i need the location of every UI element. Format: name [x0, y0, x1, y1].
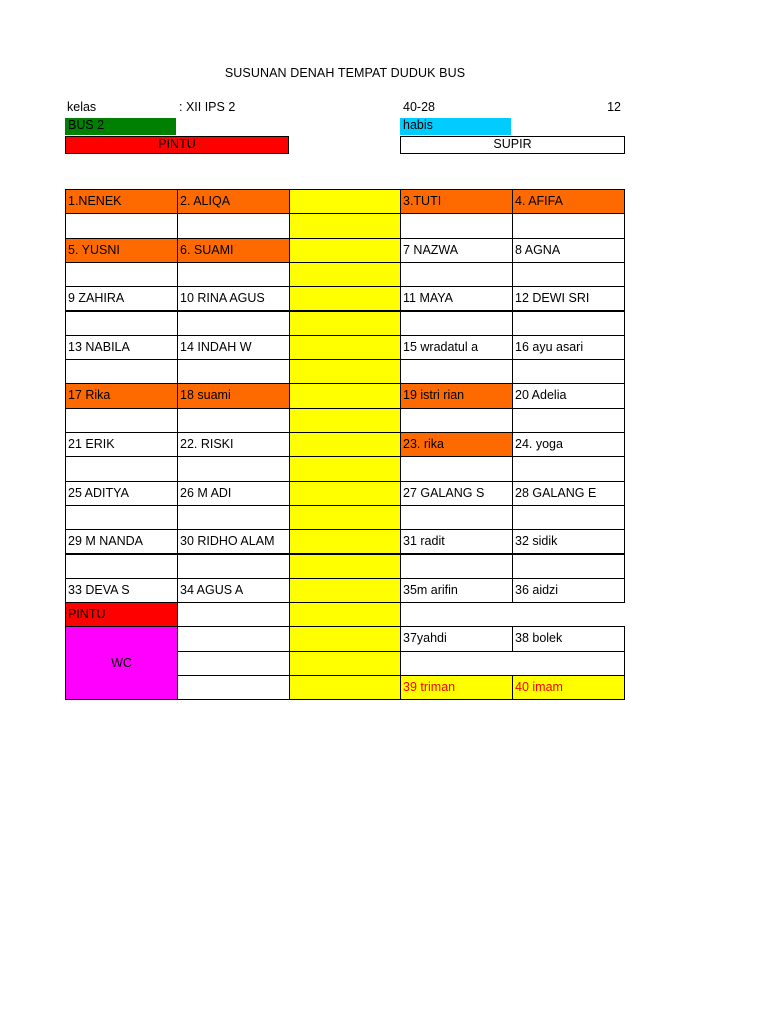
aisle-cell [289, 554, 401, 579]
driver-seat-label: SUPIR [493, 137, 532, 151]
aisle-cell [289, 189, 401, 214]
seat-21: 21 ERIK [65, 432, 178, 457]
kelas-value: : XII IPS 2 [179, 100, 236, 114]
aisle-cell [289, 529, 401, 554]
seat-27: 27 GALANG S [400, 481, 513, 506]
empty-cell [177, 456, 290, 481]
empty-cell [400, 505, 513, 530]
empty-cell [65, 505, 178, 530]
empty-cell [400, 262, 513, 287]
empty-cell [177, 408, 290, 433]
seat-15: 15 wradatul a [400, 335, 513, 360]
aisle-cell [289, 335, 401, 360]
empty-cell [400, 554, 513, 579]
aisle-cell [289, 432, 401, 457]
habis-label-text: habis [403, 118, 433, 132]
empty-cell [177, 626, 290, 651]
right-number: 12 [607, 100, 621, 114]
seat-38: 38 bolek [512, 626, 625, 651]
seat-34: 34 AGUS A [177, 578, 290, 603]
seat-20: 20 Adelia [512, 383, 625, 408]
aisle-cell [289, 408, 401, 433]
empty-cell [177, 505, 290, 530]
seat-3: 3.TUTI [400, 189, 513, 214]
empty-cell [177, 675, 290, 700]
seat-4: 4. AFIFA [512, 189, 625, 214]
wc-room: WC [65, 626, 178, 700]
seat-32: 32 sidik [512, 529, 625, 554]
aisle-cell [289, 505, 401, 530]
empty-cell [512, 311, 625, 336]
empty-cell [512, 408, 625, 433]
empty-cell [512, 262, 625, 287]
empty-cell [512, 456, 625, 481]
seat-6: 6. SUAMI [177, 238, 290, 263]
seat-19: 19 istri rian [400, 383, 513, 408]
front-door-label: PINTU [158, 137, 196, 151]
seat-12: 12 DEWI SRI [512, 286, 625, 311]
seat-22: 22. RISKI [177, 432, 290, 457]
empty-cell [400, 651, 625, 676]
seat-count: 40-28 [403, 100, 435, 114]
empty-cell [177, 602, 290, 627]
aisle-cell [289, 481, 401, 506]
empty-cell [400, 311, 513, 336]
empty-cell [65, 359, 178, 384]
seat-39: 39 triman [400, 675, 513, 700]
seat-8: 8 AGNA [512, 238, 625, 263]
seat-30: 30 RIDHO ALAM [177, 529, 290, 554]
habis-label [400, 118, 511, 135]
empty-cell [512, 554, 625, 579]
seat-29: 29 M NANDA [65, 529, 178, 554]
empty-cell [177, 651, 290, 676]
empty-cell [65, 456, 178, 481]
empty-cell [65, 213, 178, 238]
empty-cell [400, 359, 513, 384]
seat-7: 7 NAZWA [400, 238, 513, 263]
empty-cell [177, 359, 290, 384]
aisle-cell [289, 286, 401, 311]
seat-33: 33 DEVA S [65, 578, 178, 603]
bus-label-text: BUS 2 [68, 118, 105, 132]
seat-1: 1.NENEK [65, 189, 178, 214]
aisle-cell [289, 651, 401, 676]
empty-cell [400, 456, 513, 481]
seat-40: 40 imam [512, 675, 625, 700]
aisle-cell [289, 213, 401, 238]
seat-31: 31 radit [400, 529, 513, 554]
seat-23: 23. rika [400, 432, 513, 457]
seat-5: 5. YUSNI [65, 238, 178, 263]
empty-cell [65, 554, 178, 579]
seat-11: 11 MAYA [400, 286, 513, 311]
seat-9: 9 ZAHIRA [65, 286, 178, 311]
empty-cell [177, 311, 290, 336]
page-title: SUSUNAN DENAH TEMPAT DUDUK BUS [224, 66, 466, 80]
empty-cell [177, 213, 290, 238]
empty-cell [400, 213, 513, 238]
seat-36: 36 aidzi [512, 578, 625, 603]
seat-14: 14 INDAH W [177, 335, 290, 360]
empty-cell [512, 505, 625, 530]
aisle-cell [289, 578, 401, 603]
front-door [65, 136, 289, 154]
seat-37: 37yahdi [400, 626, 513, 651]
seat-28: 28 GALANG E [512, 481, 625, 506]
seat-24: 24. yoga [512, 432, 625, 457]
driver-seat [400, 136, 625, 154]
aisle-cell [289, 238, 401, 263]
empty-cell [177, 262, 290, 287]
aisle-cell [289, 456, 401, 481]
empty-cell [512, 213, 625, 238]
bus-label [65, 118, 176, 135]
empty-cell [65, 262, 178, 287]
aisle-cell [289, 383, 401, 408]
seat-17: 17 Rika [65, 383, 178, 408]
aisle-cell [289, 262, 401, 287]
aisle-cell [289, 626, 401, 651]
seat-13: 13 NABILA [65, 335, 178, 360]
empty-cell [512, 359, 625, 384]
aisle-cell [289, 675, 401, 700]
seat-35: 35m arifin [400, 578, 513, 603]
empty-cell [65, 311, 178, 336]
seat-2: 2. ALIQA [177, 189, 290, 214]
empty-cell [177, 554, 290, 579]
seat-10: 10 RINA AGUS [177, 286, 290, 311]
seat-26: 26 M ADI [177, 481, 290, 506]
seat-16: 16 ayu asari [512, 335, 625, 360]
empty-cell [400, 408, 513, 433]
seat-18: 18 suami [177, 383, 290, 408]
empty-cell [65, 408, 178, 433]
kelas-label: kelas [67, 100, 97, 114]
aisle-cell [289, 602, 401, 627]
seat-25: 25 ADITYA [65, 481, 178, 506]
aisle-cell [289, 311, 401, 336]
back-door: PINTU [65, 602, 178, 627]
aisle-cell [289, 359, 401, 384]
